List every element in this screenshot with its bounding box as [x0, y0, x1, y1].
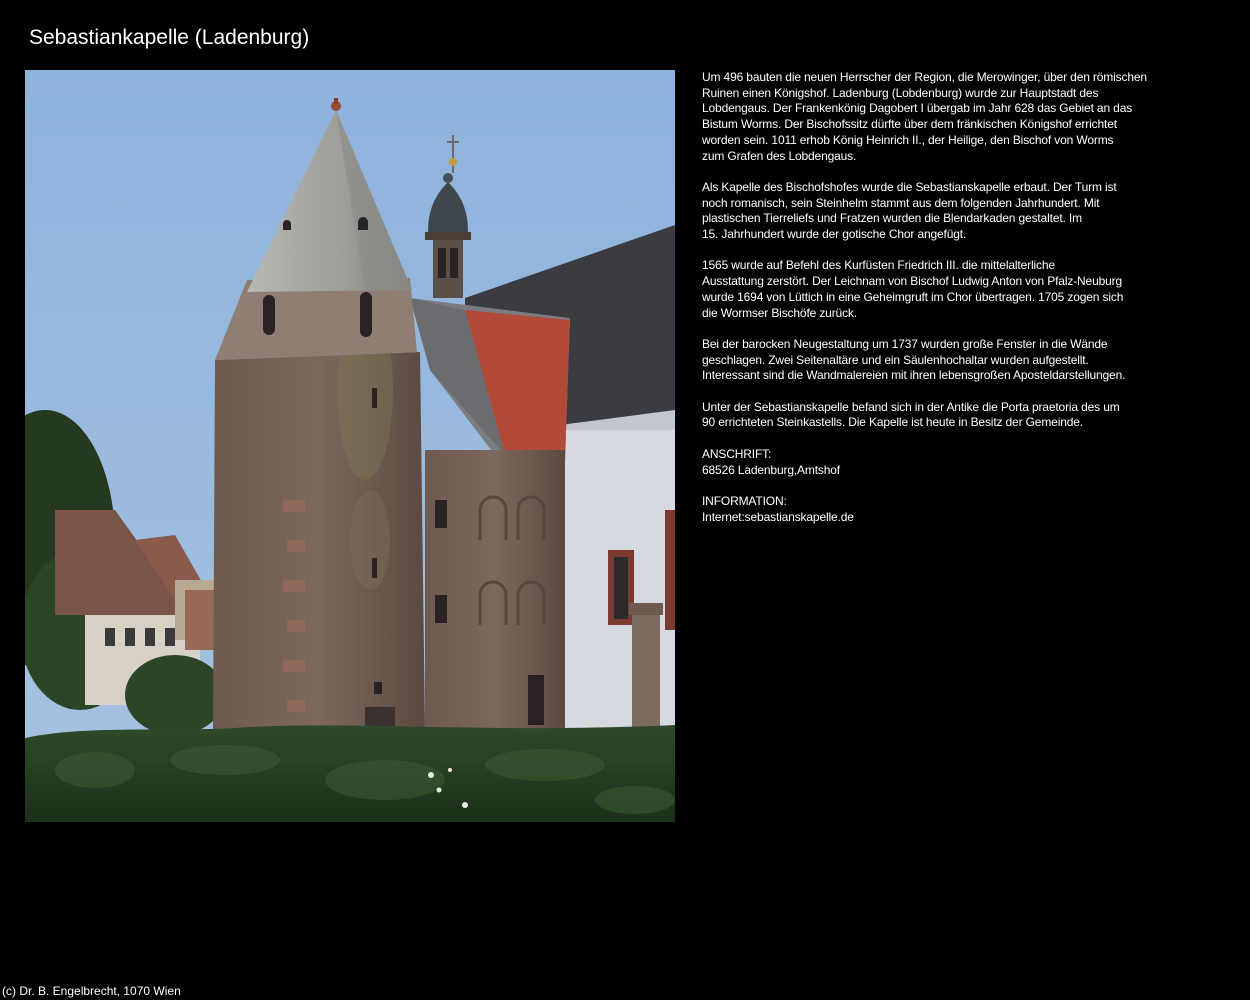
text-line: plastischen Tierreliefs und Fratzen wurden die Blendarkaden gestaltet. Im	[702, 211, 1082, 226]
copyright-notice: (c) Dr. B. Engelbrecht, 1070 Wien	[2, 984, 181, 998]
information-label: INFORMATION:	[702, 493, 787, 508]
address-block	[702, 447, 1172, 478]
information-value: Internet:sebastianskapelle.de	[702, 509, 854, 524]
description-text	[702, 70, 1172, 541]
information-block	[702, 494, 1172, 525]
text-line: noch romanisch, sein Steinhelm stammt aus dem folgenden Jahrhundert. Mit	[702, 195, 1100, 210]
text-line: 1565 wurde auf Befehl des Kurfüsten Friedrich III. die mittelalterliche	[702, 258, 1055, 273]
page-title: Sebastiankapelle (Ladenburg)	[29, 26, 310, 49]
text-line: Ausstattung zerstört. Der Leichnam von Bischof Ludwig Anton von Pfalz-Neuburg	[702, 274, 1123, 289]
text-line: Als Kapelle des Bischofshofes wurde die Sebastianskapelle erbaut. Der Turm ist	[702, 179, 1117, 194]
text-line: geschlagen. Zwei Seitenaltäre und ein Säulenhochaltar wurden aufgestellt.	[702, 352, 1089, 367]
paragraph-architecture	[702, 180, 1172, 243]
text-line: die Wormser Bischöfe zurück.	[702, 305, 857, 320]
text-line: Interessant sind die Wandmalereien mit ihren lebensgroßen Aposteldarstellungen.	[702, 368, 1126, 383]
chapel-photo	[25, 70, 675, 822]
paragraph-history	[702, 70, 1172, 164]
text-line: Ruinen einen Königshof. Ladenburg (Lobdenburg) wurde zur Hauptstadt des	[702, 85, 1099, 100]
chapel-photo-drawing	[25, 70, 675, 822]
text-line: wurde 1694 von Lüttich in eine Geheimgruft im Chor übertragen. 1705 zogen sich	[702, 289, 1124, 304]
paragraph-reformation	[702, 258, 1172, 321]
paragraph-baroque	[702, 337, 1172, 384]
text-line: Bei der barocken Neugestaltung um 1737 wurden große Fenster in die Wände	[702, 336, 1108, 351]
text-line: Lobdengaus. Der Frankenkönig Dagobert I übergab im Jahr 628 das Gebiet an das	[702, 101, 1133, 116]
paragraph-antiquity	[702, 400, 1172, 431]
text-line: 90 errichteten Steinkastells. Die Kapelle ist heute in Besitz der Gemeinde.	[702, 415, 1083, 430]
text-line: Um 496 bauten die neuen Herrscher der Region, die Merowinger, über den römischen	[702, 70, 1147, 84]
text-line: zum Grafen des Lobdengaus.	[702, 148, 857, 163]
text-line: 15. Jahrhundert wurde der gotische Chor angefügt.	[702, 227, 967, 242]
address-value: 68526 Ladenburg,Amtshof	[702, 462, 840, 477]
text-line: Bistum Worms. Der Bischofssitz dürfte über dem fränkischen Königshof errichtet	[702, 117, 1117, 132]
text-line: worden sein. 1011 erhob König Heinrich II., der Heilige, den Bischof von Worms	[702, 132, 1114, 147]
text-line: Unter der Sebastianskapelle befand sich in der Antike die Porta praetoria des um	[702, 399, 1120, 414]
address-label: ANSCHRIFT:	[702, 446, 772, 461]
